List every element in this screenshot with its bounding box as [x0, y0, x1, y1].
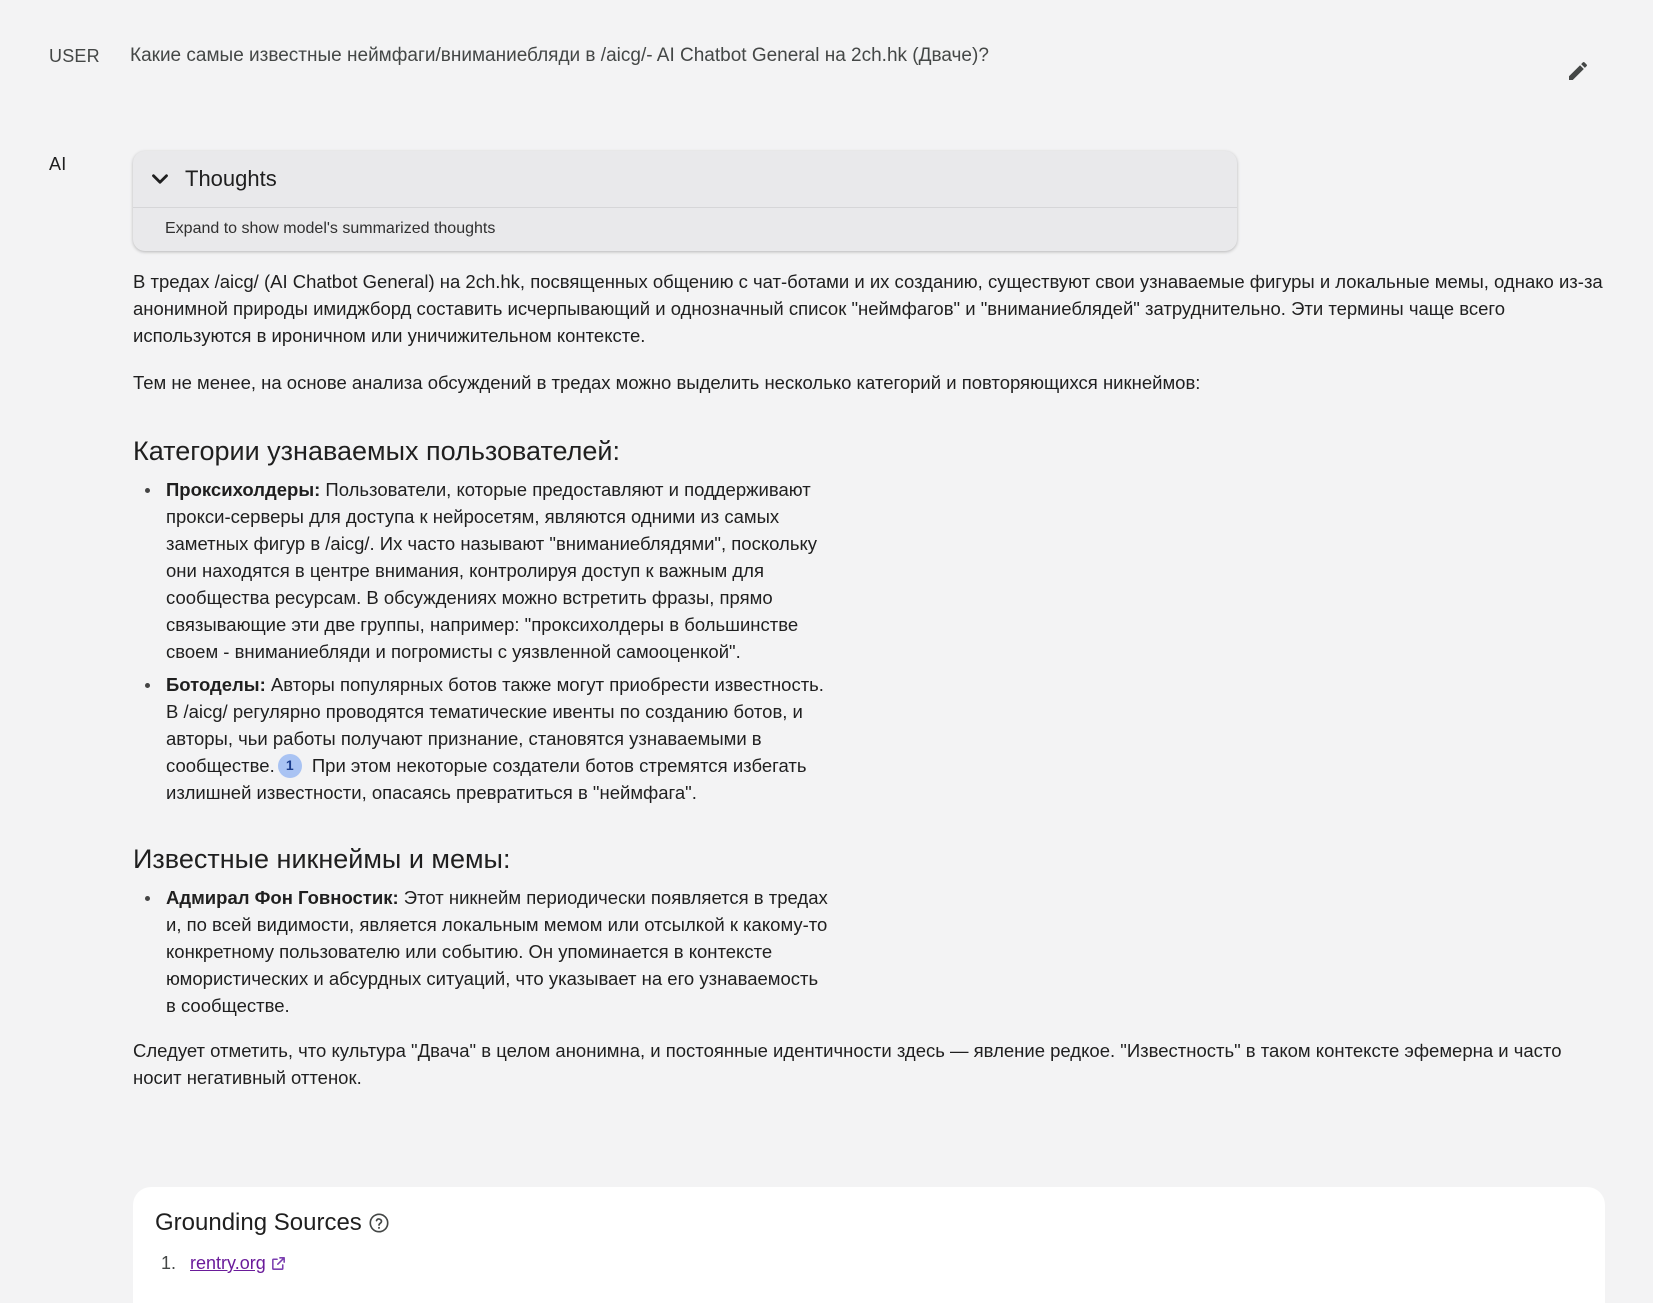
help-circle-icon[interactable]: [368, 1212, 390, 1234]
grounding-sources-title: [155, 1209, 390, 1237]
user-role-label: USER: [49, 46, 100, 66]
thoughts-title: Thoughts: [185, 166, 277, 191]
external-link-icon[interactable]: [270, 1255, 287, 1272]
user-message: Какие самые известные неймфаги/вниманиебляди в /aicg/- AI Chatbot General на 2ch.hk (Двачe)?: [130, 45, 989, 66]
lead-paragraph: Тем не менее, на основе анализа обсуждений в тредах можно выделить несколько категорий и повторяющихся никнеймов:: [133, 372, 1201, 393]
list-item: [133, 671, 833, 806]
outro-paragraph: Следует отметить, что культура "Двача" в целом анонимна, и постоянные идентичности здесь — явление редкое. "Известность" в таком контексте эфемерна и часто носит негативный оттенок.: [133, 1040, 1562, 1088]
list-item-text: Пользователи, которые предоставляют и поддерживают прокси-серверы для доступа к нейросетям, являются одними из самых заметных фигур в /aicg/. Их часто называют "вниманиеблядями", поскольку они находятся в центре внимания, контролируя доступ к важным для сообщества ресурсам. В обсуждениях можно встретить фразы, прямо связывающие эти две группы, например: "проксихолдеры в большинстве своем - вниманиебляди и погромисты с уязвленной самооценкой".: [166, 479, 818, 662]
thoughts-panel: [133, 151, 1237, 251]
list-item-term: Ботоделы:: [166, 674, 266, 695]
grounding-sources-panel: [133, 1187, 1605, 1303]
source-link[interactable]: rentry.org: [190, 1253, 266, 1273]
intro-paragraph: В тредах /aicg/ (AI Chatbot General) на 2ch.hk, посвященных общению с чат-ботами и их созданию, существуют свои узнаваемые фигуры и локальные мемы, однако из-за анонимной природы имиджборд составить исчерпывающий и однозначный список "неймфагов" и "вниманиеблядей" затруднительно. Эти термины чаще всего используются в ироничном или уничижительном контексте.: [133, 271, 1603, 346]
grounding-sources-label: Grounding Sources: [155, 1209, 362, 1236]
list-item: [133, 476, 833, 665]
thoughts-toggle[interactable]: [133, 151, 1237, 208]
list-item: [133, 884, 833, 1019]
nicknames-list: [133, 884, 833, 1019]
edit-button[interactable]: [1562, 55, 1594, 87]
list-item-term: Адмирал Фон Говностик:: [166, 887, 399, 908]
source-item: [161, 1253, 287, 1274]
section-heading-nicknames: Известные никнеймы и мемы:: [133, 844, 511, 874]
ai-response: [133, 268, 1613, 1091]
ai-role-label: AI: [49, 154, 67, 174]
citation-badge[interactable]: 1: [278, 754, 302, 778]
list-item-text: При этом некоторые создатели ботов стремятся избегать излишней известности, опасаясь превратиться в "неймфага".: [166, 755, 807, 803]
list-item-text: Авторы популярных ботов также могут приобрести известность. В /aicg/ регулярно проводятся тематические ивенты по созданию ботов, и авторы, чьи работы получают признание, становятся узнаваемыми в сообществе.: [166, 674, 824, 776]
section-heading-categories: Категории узнаваемых пользователей:: [133, 436, 620, 466]
chevron-down-icon: [147, 166, 173, 192]
list-item-text: Этот никнейм периодически появляется в тредах и, по всей видимости, является локальным мемом или отсылкой к какому-то конкретному пользователю или событию. Он упоминается в контексте юмористических и абсурдных ситуаций, что указывает на его узнаваемость в сообществе.: [166, 887, 828, 1016]
pencil-icon: [1566, 59, 1590, 83]
categories-list: [133, 476, 833, 806]
thoughts-subtitle: Expand to show model's summarized thoughts: [165, 220, 496, 237]
list-item-term: Проксихолдеры:: [166, 479, 321, 500]
source-number: 1.: [161, 1253, 177, 1273]
